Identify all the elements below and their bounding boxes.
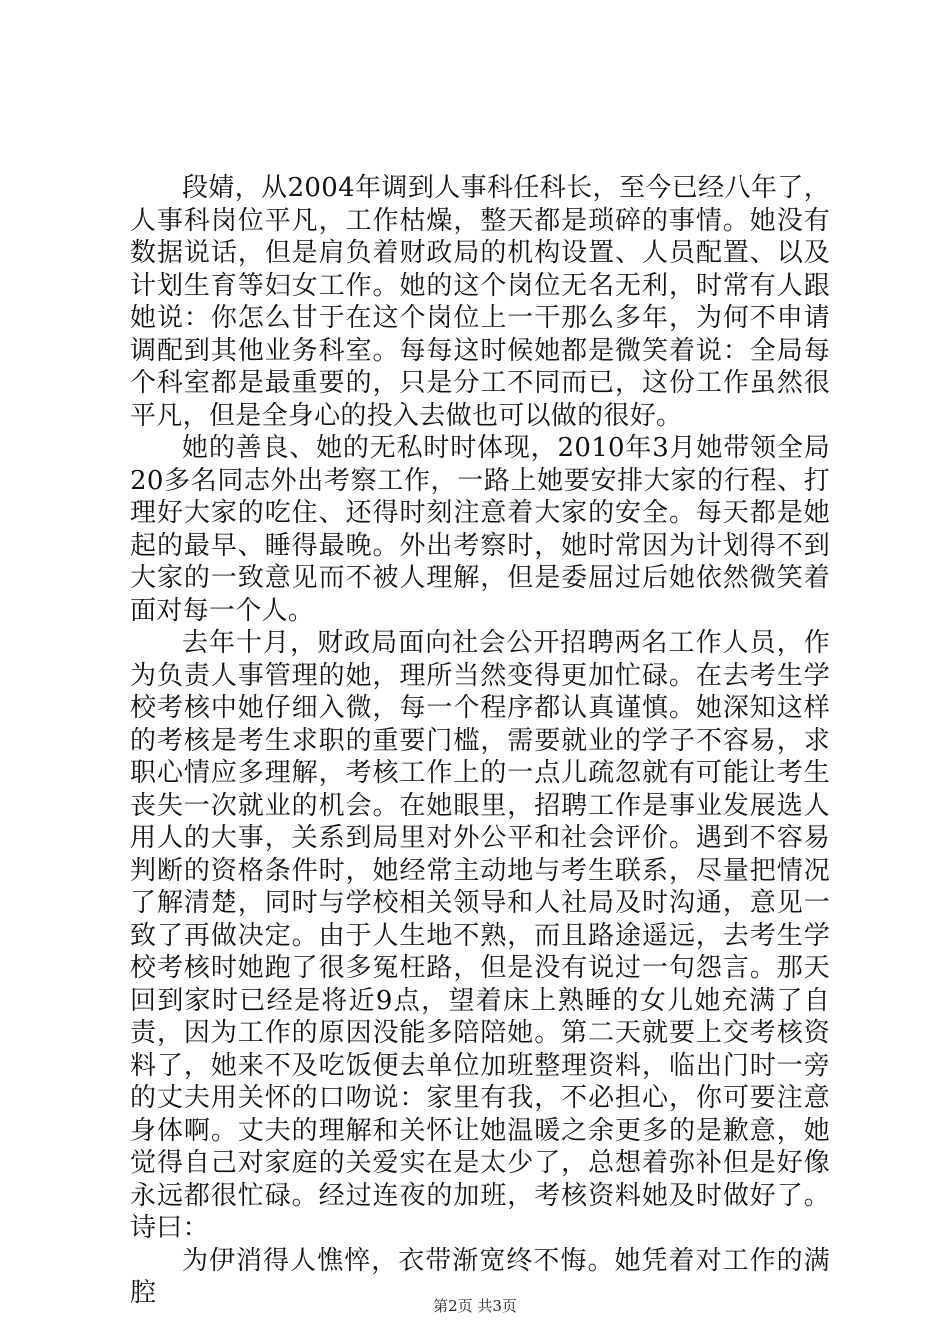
paragraph-3: 去年十月，财政局面向社会公开招聘两名工作人员，作为负责人事管理的她，理所当然变得更加忙碌。在去考生学校考核中她仔细入微，每一个程序都认真谨慎。她深知这样的考核是考生求职的重要门槛，需要就业的学子不容易，求职心情应多理解，考核工作上的一点儿疏忽就有可能让考生丧失一次就业的机会。在她眼里，招聘工作是事业发展选人用人的大事，关系到局里对外公平和社会评价。遇到不容易判断的资格条件时，她经常主动地与考生联系，尽量把情况了解清楚，同时与学校相关领导和人社局及时沟通，意见一致了再做决定。由于人生地不熟，而且路途遥远，去考生学校考核时她跑了很多冤枉路，但是没有说过一句怨言。那天回到家时已经是将近9点，望着床上熟睡的女儿她充满了自责，因为工作的原因没能多陪陪她。第二天就要上交考核资料了，她来不及吃饭便去单位加班整理资料，临出门时一旁的丈夫用关怀的口吻说：家里有我，不必担心，你可要注意身体啊。丈夫的理解和关怀让她温暖之余更多的是歉意，她觉得自己对家庭的关爱实在是太少了，总想着弥补但是好像永远都很忙碌。经过连夜的加班，考核资料她及时做好了。诗曰： — [130, 628, 830, 1243]
paragraph-2: 她的善良、她的无私时时体现，2010年3月她带领全局20多名同志外出考察工作，一路上她要安排大家的行程、打理好大家的吃住、还得时刻注意着大家的安全。每天都是她起的最早、睡得最晚。外出考察时，她时常因为计划得不到大家的一致意见而不被人理解，但是委屈过后她依然微笑着面对每一个人。 — [130, 433, 830, 626]
paragraph-4: 为伊消得人憔悴，衣带渐宽终不悔。她凭着对工作的满腔 — [130, 1245, 830, 1308]
paragraph-1: 段婧，从2004年调到人事科任科长，至今已经八年了，人事科岗位平凡，工作枯燥，整天都是琐碎的事情。她没有数据说话，但是肩负着财政局的机构设置、人员配置、以及计划生育等妇女工作。她的这个岗位无名无利，时常有人跟她说：你怎么甘于在这个岗位上一干那么多年，为何不申请调配到其他业务科室。每每这时候她都是微笑着说：全局每个科室都是最重要的，只是分工不同而已，这份工作虽然很平凡，但是全身心的投入去做也可以做的很好。 — [130, 173, 830, 431]
page-footer: 第2页 共3页 — [433, 1297, 517, 1315]
document-body — [130, 172, 830, 1310]
